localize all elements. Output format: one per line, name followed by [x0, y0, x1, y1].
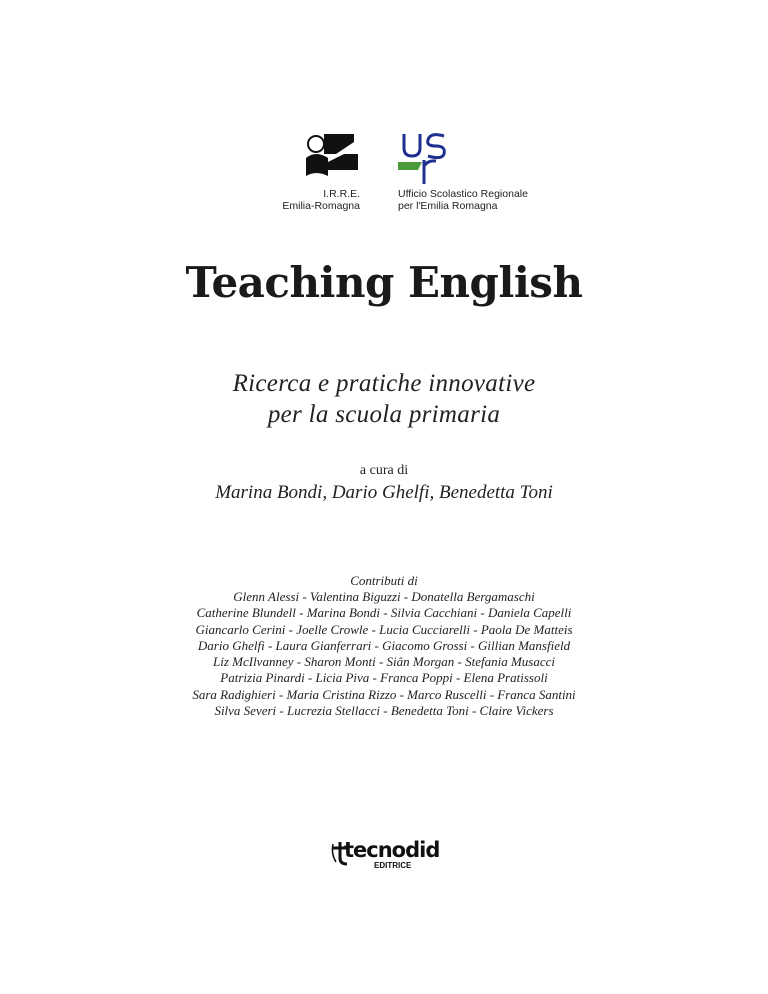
subtitle-line-2: per la scuola primaria — [267, 401, 501, 428]
book-title: Teaching English — [185, 258, 583, 307]
publisher-logo — [330, 838, 440, 874]
contributor-line: Catherine Blundell - Marina Bondi - Silvia Cacchiani - Daniela Capelli — [196, 605, 572, 621]
usr-line1: Ufficio Scolastico Regionale — [398, 188, 528, 200]
publisher-name: tecnodid — [344, 838, 440, 862]
irre-line2: Emilia-Romagna — [282, 200, 360, 212]
contributors-list — [0, 589, 768, 719]
irre-line1: I.R.R.E. — [323, 188, 360, 200]
contributor-line: Liz McIlvanney - Sharon Monti - Siân Morgan - Stefania Musacci — [212, 654, 556, 670]
contributor-line: Sara Radighieri - Maria Cristina Rizzo - Marco Ruscelli - Franca Santini — [192, 686, 576, 702]
contributor-line: Dario Ghelfi - Laura Gianferrari - Giacomo Grossi - Gillian Mansfield — [197, 637, 571, 653]
irre-logo-icon — [300, 128, 362, 180]
subtitle-line-1: Ricerca e pratiche innovative — [232, 370, 536, 397]
curated-by-label: a cura di — [359, 463, 409, 478]
publisher-sub: EDITRICE — [374, 861, 412, 870]
contributor-line: Giancarlo Cerini - Joelle Crowle - Lucia Cucciarelli - Paola De Matteis — [195, 621, 573, 637]
contributor-line: Glenn Alessi - Valentina Biguzzi - Donatella Bergamaschi — [233, 589, 535, 604]
logos-row — [0, 128, 768, 218]
contributor-line: Silva Severi - Lucrezia Stellacci - Benedetta Toni - Claire Vickers — [214, 703, 554, 719]
contributors-label: Contributi di — [350, 573, 418, 588]
usr-caption — [398, 188, 528, 212]
usr-line2: per l'Emilia Romagna — [398, 200, 498, 212]
irre-caption — [282, 188, 360, 212]
editors: Marina Bondi, Dario Ghelfi, Benedetta Toni — [215, 482, 553, 503]
book-subtitle — [0, 368, 768, 430]
contributor-line: Patrizia Pinardi - Licia Piva - Franca Poppi - Elena Pratissoli — [220, 670, 548, 686]
usr-logo-icon — [396, 130, 452, 186]
